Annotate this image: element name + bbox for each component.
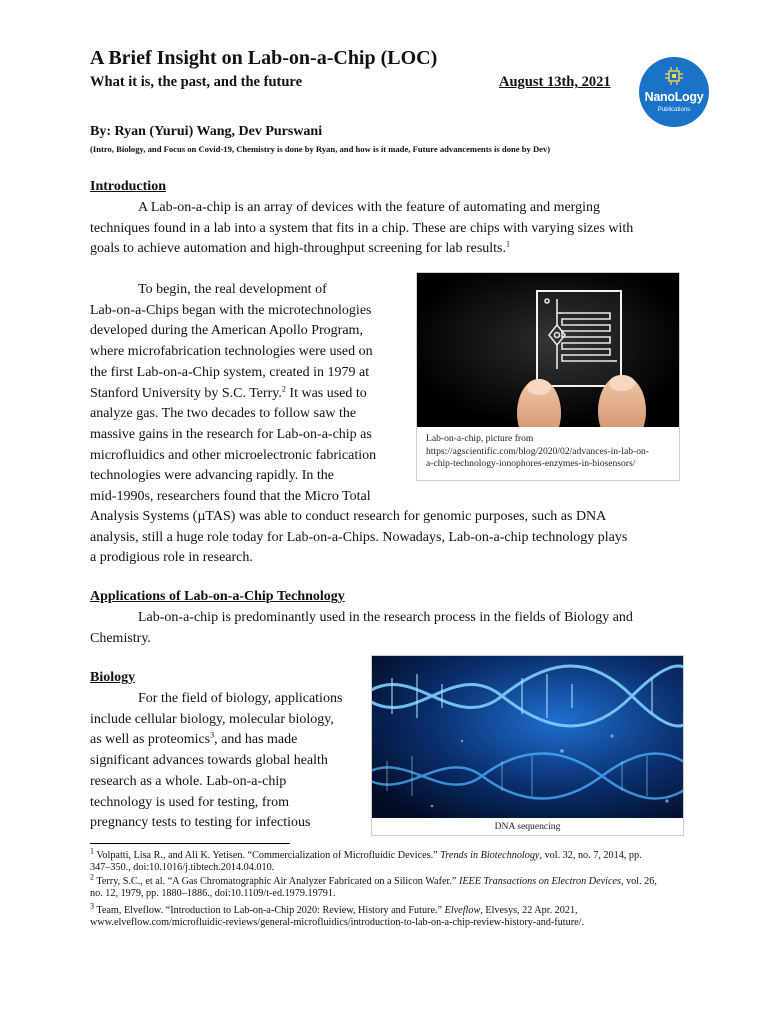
text-line: mid-1990s, researchers found that the Micro Total: [90, 489, 371, 505]
logo-name: NanoLogy: [644, 90, 704, 104]
text-line: To begin, the real development of: [138, 282, 327, 297]
dna-caption: DNA sequencing: [494, 821, 561, 832]
applications-heading: Applications of Lab-on-a-Chip Technology: [90, 589, 345, 604]
text-line: Chemistry.: [90, 630, 151, 646]
text-line: microfluidics and other microelectronic fabrication: [90, 447, 377, 463]
text-line: technology is used for testing, from: [90, 794, 290, 810]
text-line: significant advances towards global health: [90, 753, 328, 769]
biology-paragraph: [90, 689, 370, 834]
text-line: as well as proteomics$^3$, and has made: [90, 730, 298, 748]
text-line: a prodigious role in research.: [90, 550, 253, 566]
text-line: techniques found in a lab into a system that fits in a chip. These are chips with varying sizes with: [90, 220, 634, 236]
footnote-ref[interactable]: 1: [506, 239, 511, 249]
text-line: the first Lab-on-a-Chip system, created in 1979 at: [90, 364, 370, 380]
footnote-3: $^3$ Team, Elveflow. “Introduction to Lab-on-a-Chip 2020: Review, History and Future.” Elveflow, Elvesys, 22 Apr. 2021, www.elveflow.com/microfluidic-reviews/general-microfluidics/introduction-to-lab-on-a-chip-review-history-and-future/.: [90, 901, 585, 929]
author-byline: By: Ryan (Yurui) Wang, Dev Purswani: [90, 124, 323, 139]
lab-on-a-chip-figure: [416, 272, 680, 481]
footnote-ref[interactable]: 2: [281, 383, 286, 393]
text-line: Stanford University by S.C. Terry.$^2$ It was used to: [90, 383, 367, 401]
text-line: where microfabrication technologies were used on: [90, 344, 373, 360]
lab-on-a-chip-caption: Lab-on-a-chip, picture from https://agscientific.com/blog/2020/02/advances-in-lab-on- a-chip-technology-ionophores-enzymes-in-biosensors/: [426, 433, 649, 469]
text-line: A Lab-on-a-chip is an array of devices with the feature of automating and merging: [138, 200, 600, 215]
dna-sequencing-image: [372, 656, 683, 818]
text-line: goals to achieve automation and high-throughput screening for lab results.$^1$: [90, 239, 511, 257]
text-line: massive gains in the research for Lab-on-a-chip as: [90, 426, 372, 442]
introduction-paragraph: [90, 198, 690, 260]
publication-date: August 13th, 2021: [499, 74, 611, 90]
page-title: A Brief Insight on Lab-on-a-Chip (LOC): [90, 47, 438, 69]
footnote-1: $^1$ Volpatti, Lisa R., and Ali K. Yetisen. “Commercialization of Microfluidic Devices.” Trends in Biotechnology, vol. 32, no. 7, 2014, pp. 347–350., doi:10.1016/j.tibtech.2014.04.010.: [90, 846, 642, 874]
text-line: include cellular biology, molecular biology,: [90, 711, 334, 727]
applications-paragraph: [90, 608, 690, 649]
dna-figure: [371, 655, 684, 836]
text-line: Analysis Systems (µTAS) was able to conduct research for genomic purposes, such as DNA: [90, 509, 607, 524]
footnote-ref[interactable]: 3: [210, 730, 215, 740]
lab-on-a-chip-photo: [417, 273, 679, 427]
history-paragraph-continued: [90, 507, 690, 569]
author-credits: (Intro, Biology, and Focus on Covid-19, Chemistry is done by Ryan, and how is it made, Future advancements is done by Dev): [90, 144, 551, 154]
chip-logo-icon: [663, 66, 685, 86]
text-line: technologies were advancing rapidly. In the: [90, 468, 335, 484]
text-line: analysis, still a huge role today for Lab-on-a-Chips. Nowadays, Lab-on-a-chip technology plays: [90, 529, 628, 545]
text-line: For the field of biology, applications: [138, 691, 343, 706]
text-line: Lab-on-a-Chips began with the microtechnologies: [90, 302, 372, 318]
biology-heading: Biology: [90, 670, 136, 685]
footnote-divider: [90, 843, 290, 844]
text-line: analyze gas. The two decades to follow saw the: [90, 406, 357, 422]
text-line: developed during the American Apollo Program,: [90, 323, 363, 339]
introduction-heading: Introduction: [90, 179, 166, 194]
logo-subtitle: Publications: [657, 107, 691, 113]
text-line: pregnancy tests to testing for infectious: [90, 815, 311, 831]
nanology-logo: [639, 57, 709, 127]
page-subtitle: What it is, the past, and the future: [90, 74, 303, 90]
text-line: Lab-on-a-chip is predominantly used in the research process in the fields of Biology and: [138, 610, 633, 625]
footnote-2: $^2$ Terry, S.C., et al. “A Gas Chromatographic Air Analyzer Fabricated on a Silicon Wafer.” IEEE Transactions on Electron Devices, vol. 26, no. 12, 1979, pp. 1880–1886., doi:10.1109/t-ed.1979.19791.: [90, 872, 657, 900]
text-line: research as a whole. Lab-on-a-chip: [90, 773, 287, 789]
history-paragraph: [90, 280, 410, 508]
